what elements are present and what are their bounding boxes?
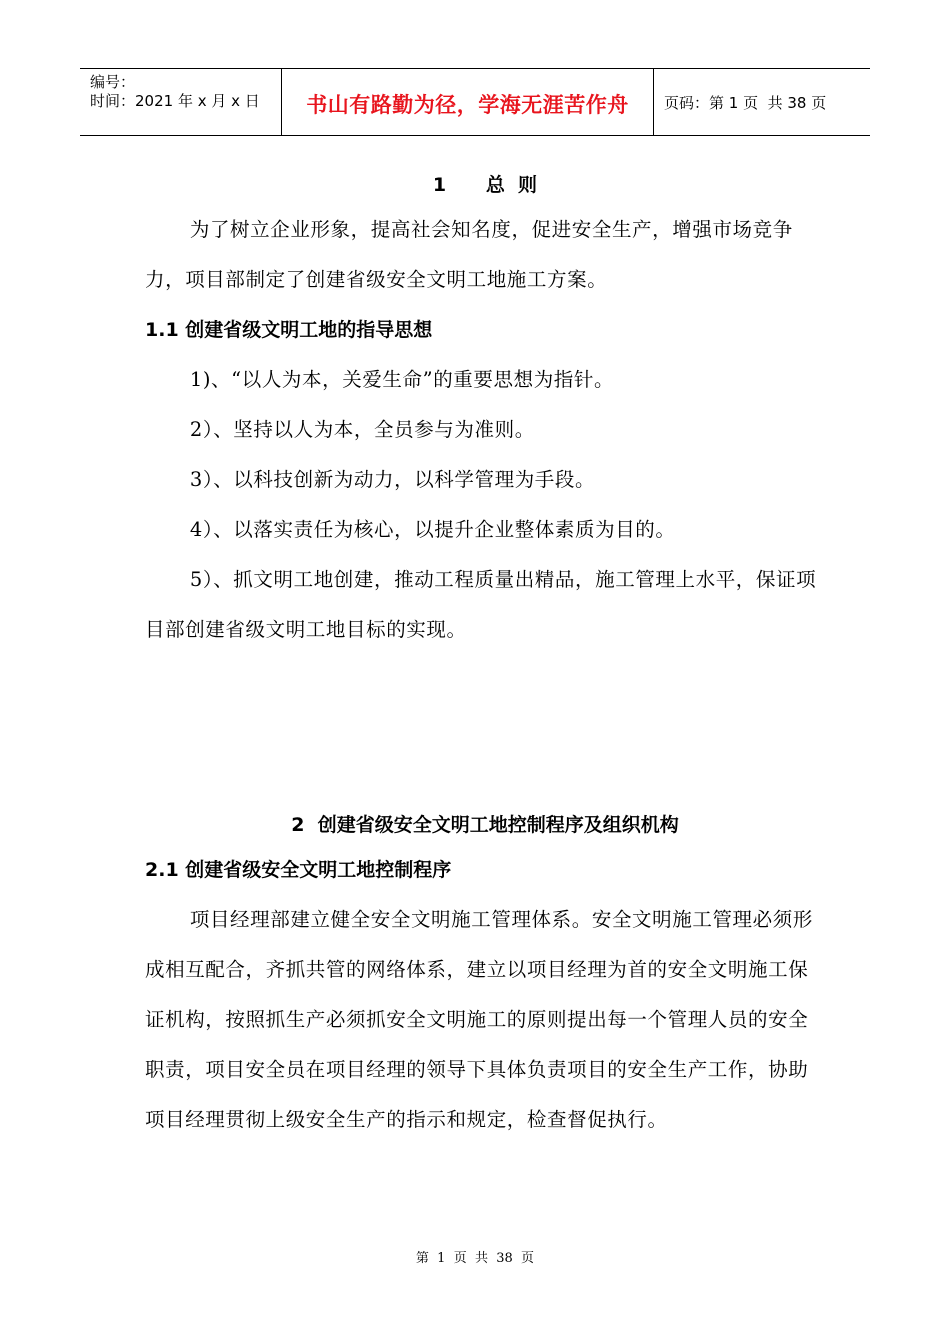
document-time-label: 时间：2021 年 x 月 x 日 (90, 92, 260, 110)
guideline-item: 3）、以科技创新为动力，以科学管理为手段。 (189, 468, 596, 491)
guideline-item: 4）、以落实责任为核心，以提升企业整体素质为目的。 (189, 518, 676, 541)
guideline-item: 2）、坚持以人为本，全员参与为准则。 (189, 418, 535, 441)
header-motto-cell (282, 69, 654, 135)
section-2-1-title: 2.1 创建省级安全文明工地控制程序 (145, 859, 452, 881)
guideline-item: 5）、抓文明工地创建，推动工程质量出精品，施工管理上水平，保证项目部创建省级文明工地目标的实现。 (145, 568, 817, 641)
header-table (80, 68, 870, 136)
guideline-item: 1)、“以人为本，关爱生命”的重要思想为指针。 (189, 368, 615, 391)
page-footer: 第 1 页 共 38 页 (415, 1251, 535, 1266)
section-2-1-paragraph: 项目经理部建立健全安全文明施工管理体系。安全文明施工管理必须形成相互配合，齐抓共管的网络体系，建立以项目经理为首的安全文明施工保证机构，按照抓生产必须抓安全文明施工的原则提出每一个管理人员的安全职责，项目安全员在项目经理的领导下具体负责项目的安全生产工作，协助项目经理贯彻上级安全生产的指示和规定，检查督促执行。 (145, 908, 813, 1131)
section-1-title: 1 总 则 (432, 174, 538, 196)
header-page-info: 页码：第 1 页 共 38 页 (664, 93, 827, 112)
section-2-title: 2 创建省级安全文明工地控制程序及组织机构 (291, 814, 679, 836)
section-1-1-title: 1.1 创建省级文明工地的指导思想 (145, 319, 433, 341)
section-1-intro: 为了树立企业形象，提高社会知名度，促进安全生产，增强市场竞争力，项目部制定了创建省级安全文明工地施工方案。 (145, 218, 793, 291)
section-spacer (145, 655, 825, 805)
header-motto: 书山有路勤为径，学海无涯苦作舟 (306, 93, 629, 117)
header-meta-cell (80, 69, 282, 135)
document-body (145, 165, 825, 1145)
document-number-label: 编号： (90, 73, 136, 91)
